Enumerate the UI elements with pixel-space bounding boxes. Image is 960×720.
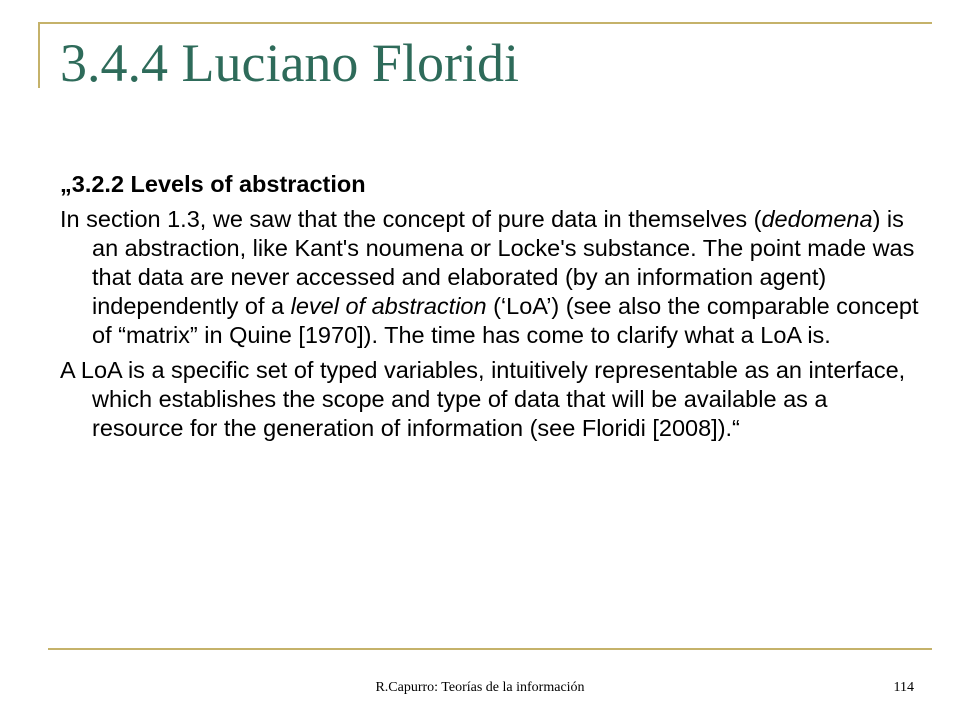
top-rule — [40, 22, 932, 24]
left-rule — [38, 22, 40, 88]
paragraph-1-italic-dedomena: dedomena — [761, 206, 873, 232]
paragraph-1 — [60, 205, 920, 350]
paragraph-2: A LoA is a specific set of typed variables, intuitively representable as an interface, which establishes the scope and type of data that will be available as a resource for the generation of information (see Floridi [2008]).“ — [60, 357, 906, 441]
paragraph-1-italic-loa: level of abstraction — [290, 293, 487, 319]
slide-body — [60, 170, 920, 449]
page-number: 114 — [893, 680, 914, 695]
footer-rule — [48, 648, 932, 650]
footer-text: R.Capurro: Teorías de la información — [375, 680, 585, 695]
paragraph-1-text-a: In section 1.3, we saw that the concept of pure data in themselves ( — [60, 206, 762, 232]
paragraph-1-text-c: ) is an abstraction, like Kant's noumena or Locke's substance. The point made was that data are never accessed and elaborated (by an information agent) independently of a — [92, 206, 915, 319]
slide-title: 3.4.4 Luciano Floridi — [60, 33, 519, 93]
paragraph-1-text-e: (‘LoA’) (see also the comparable concept of “matrix” in Quine [1970]). The time has come to clarify what a LoA is. — [92, 293, 919, 348]
section-heading: „3.2.2 Levels of abstraction — [60, 171, 366, 197]
